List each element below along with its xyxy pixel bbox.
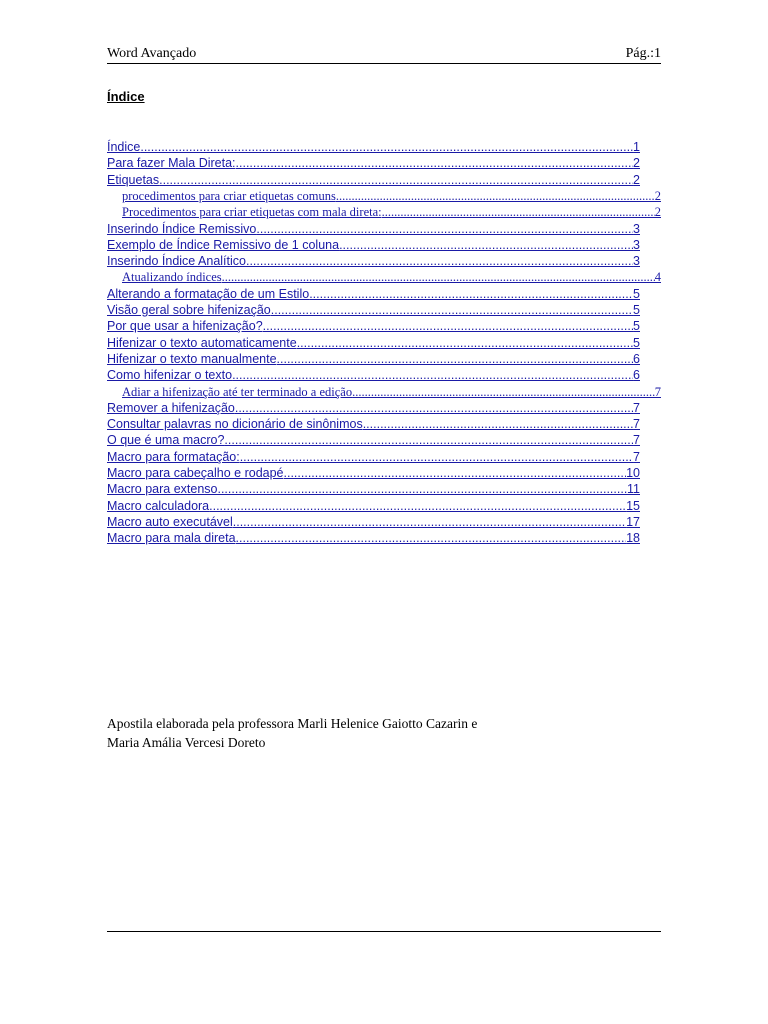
toc-dot-leader — [297, 335, 633, 351]
toc-entry-label: Para fazer Mala Direta: — [107, 156, 236, 170]
toc-dot-leader — [235, 400, 633, 416]
toc-entry-page-number: 3 — [633, 222, 640, 236]
toc-entry-label: Alterando a formatação de um Estilo — [107, 287, 310, 301]
toc-entry-label: Etiquetas — [107, 173, 160, 187]
toc-entry[interactable] — [107, 481, 640, 497]
toc-entry-page-number: 3 — [633, 254, 640, 268]
toc-entry[interactable] — [107, 465, 640, 481]
toc-dot-leader — [140, 139, 633, 155]
toc-entry-page-number: 7 — [633, 417, 640, 431]
index-title: Índice — [107, 89, 145, 104]
toc-entry[interactable] — [107, 302, 640, 318]
toc-entry-label: O que é uma macro? — [107, 433, 225, 447]
toc-entry[interactable] — [107, 286, 640, 302]
toc-entry[interactable] — [107, 432, 640, 448]
author-credit-line-2: Maria Amália Vercesi Doreto — [107, 735, 266, 750]
toc-dot-leader — [222, 269, 655, 285]
toc-dot-leader — [309, 286, 633, 302]
toc-entry[interactable] — [122, 204, 661, 220]
toc-entry[interactable] — [107, 139, 640, 155]
toc-dot-leader — [240, 449, 633, 465]
toc-entry[interactable] — [107, 155, 640, 171]
toc-dot-leader — [224, 432, 633, 448]
toc-entry-label: Inserindo Índice Remissivo — [107, 222, 257, 236]
toc-dot-leader — [232, 367, 633, 383]
toc-entry-label: Hifenizar o texto automaticamente — [107, 336, 297, 350]
toc-entry-page-number: 11 — [627, 482, 640, 496]
toc-entry-label: Índice — [107, 140, 141, 154]
author-credit-line-1: Apostila elaborada pela professora Marli Helenice Gaiotto Cazarin e — [107, 716, 478, 731]
toc-entry-label: Hifenizar o texto manualmente — [107, 352, 277, 366]
toc-entry[interactable] — [107, 530, 640, 546]
toc-entry-page-number: 18 — [626, 531, 640, 545]
toc-entry-label: Atualizando índices — [122, 270, 222, 284]
toc-entry-label: Remover a hifenização — [107, 401, 235, 415]
toc-entry-page-number: 15 — [626, 499, 640, 513]
toc-entry-page-number: 2 — [654, 205, 661, 219]
toc-entry-label: Macro auto executável — [107, 515, 233, 529]
toc-dot-leader — [256, 221, 633, 237]
toc-entry[interactable] — [107, 498, 640, 514]
toc-entry-page-number: 3 — [633, 238, 640, 252]
toc-dot-leader — [339, 237, 633, 253]
toc-entry-page-number: 5 — [633, 336, 640, 350]
toc-entry-label: Como hifenizar o texto — [107, 368, 233, 382]
toc-entry-page-number: 5 — [633, 319, 640, 333]
toc-entry-page-number: 6 — [633, 368, 640, 382]
toc-entry-label: Consultar palavras no dicionário de sinônimos — [107, 417, 363, 431]
toc-entry-page-number: 5 — [633, 303, 640, 317]
toc-dot-leader — [236, 155, 634, 171]
toc-entry-label: Visão geral sobre hifenização — [107, 303, 271, 317]
toc-entry-label: procedimentos para criar etiquetas comuns — [122, 189, 336, 203]
toc-entry-label: Macro para mala direta — [107, 531, 236, 545]
toc-entry[interactable] — [107, 172, 640, 188]
toc-dot-leader — [336, 188, 655, 204]
toc-entry-label: Inserindo Índice Analítico — [107, 254, 246, 268]
toc-dot-leader — [363, 416, 633, 432]
toc-entry[interactable] — [107, 335, 640, 351]
toc-entry-page-number: 7 — [633, 401, 640, 415]
toc-entry[interactable] — [122, 269, 661, 285]
toc-entry[interactable] — [107, 416, 640, 432]
author-credit — [107, 714, 667, 752]
toc-entry-label: Adiar a hifenização até ter terminado a edição — [122, 385, 353, 399]
toc-entry-page-number: 7 — [633, 433, 640, 447]
toc-entry[interactable] — [107, 253, 640, 269]
toc-entry[interactable] — [122, 384, 661, 400]
page-header — [107, 44, 661, 64]
toc-entry-label: Procedimentos para criar etiquetas com mala direta: — [122, 205, 382, 219]
toc-dot-leader — [263, 318, 633, 334]
toc-entry-page-number: 4 — [654, 270, 661, 284]
toc-entry[interactable] — [107, 514, 640, 530]
toc-entry-page-number: 7 — [654, 385, 661, 399]
toc-dot-leader — [271, 302, 633, 318]
toc-dot-leader — [284, 465, 627, 481]
toc-dot-leader — [233, 514, 626, 530]
toc-entry-page-number: 17 — [626, 515, 640, 529]
toc-entry-label: Macro calculadora — [107, 499, 210, 513]
toc-entry[interactable] — [107, 400, 640, 416]
toc-entry[interactable] — [107, 367, 640, 383]
toc-entry-page-number: 2 — [633, 173, 640, 187]
toc-dot-leader — [352, 384, 655, 400]
header-page-number: Pág.:1 — [625, 46, 661, 61]
toc-entry-page-number: 7 — [633, 450, 640, 464]
toc-entry[interactable] — [107, 318, 640, 334]
toc-entry-page-number: 6 — [633, 352, 640, 366]
toc-dot-leader — [217, 481, 627, 497]
header-title: Word Avançado — [107, 46, 197, 61]
toc-entry[interactable] — [107, 351, 640, 367]
toc-dot-leader — [277, 351, 634, 367]
toc-entry-page-number: 10 — [626, 466, 640, 480]
toc-entry-page-number: 1 — [633, 140, 640, 154]
toc-dot-leader — [246, 253, 633, 269]
toc-entry-label: Macro para cabeçalho e rodapé — [107, 466, 284, 480]
toc-dot-leader — [236, 530, 627, 546]
toc-entry-page-number: 2 — [633, 156, 640, 170]
toc-dot-leader — [382, 204, 655, 220]
toc-entry-label: Exemplo de Índice Remissivo de 1 coluna — [107, 238, 340, 252]
toc-entry-label: Macro para extenso — [107, 482, 218, 496]
footer-rule — [107, 931, 661, 932]
toc-entry[interactable] — [122, 188, 661, 204]
toc-entry-label: Macro para formatação: — [107, 450, 240, 464]
toc-entry-label: Por que usar a hifenização? — [107, 319, 263, 333]
toc-entry[interactable] — [107, 449, 640, 465]
toc-entry-page-number: 5 — [633, 287, 640, 301]
toc-entry[interactable] — [107, 237, 640, 253]
toc-entry-page-number: 2 — [654, 189, 661, 203]
toc-entry[interactable] — [107, 221, 640, 237]
toc-dot-leader — [209, 498, 626, 514]
toc-dot-leader — [159, 172, 633, 188]
